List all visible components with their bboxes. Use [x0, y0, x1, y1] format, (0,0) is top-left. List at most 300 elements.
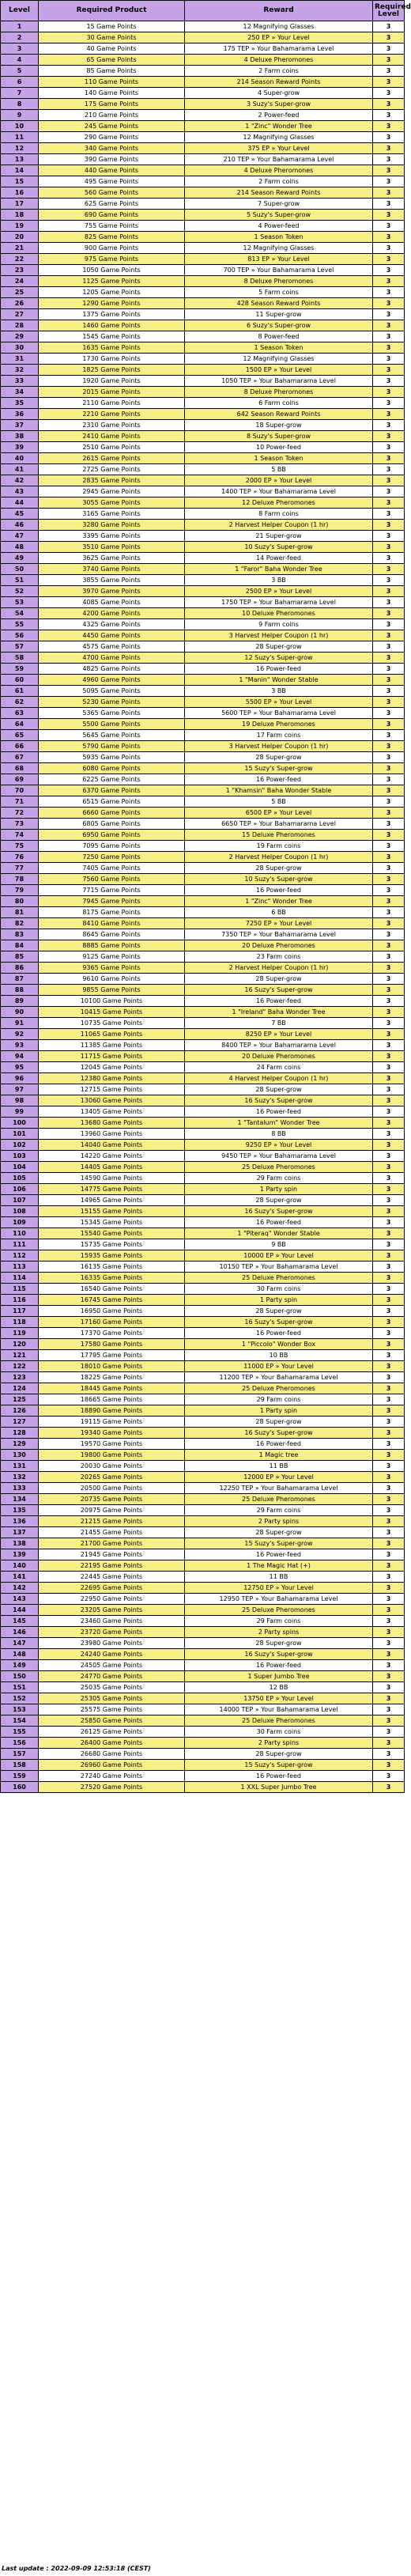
reward-cell: 2 Party spins — [185, 1516, 373, 1527]
level-cell: 105 — [1, 1173, 39, 1184]
level-cell: 7 — [1, 88, 39, 99]
required-level-cell: 3 — [373, 653, 405, 664]
level-cell: 40 — [1, 453, 39, 464]
required-product-cell: 18890 Game Points — [39, 1405, 185, 1417]
table-row — [1, 1649, 405, 1660]
required-level-cell: 3 — [373, 874, 405, 885]
table-row — [1, 1715, 405, 1727]
table-row — [1, 420, 405, 431]
required-product-cell: 2310 Game Points — [39, 420, 185, 431]
table-row — [1, 1749, 405, 1760]
reward-cell: 16 Power-feed — [185, 1771, 373, 1782]
reward-cell: 16 Suzy's Super-grow — [185, 1317, 373, 1328]
required-level-cell: 3 — [373, 1140, 405, 1151]
required-level-cell: 3 — [373, 1417, 405, 1428]
level-cell: 102 — [1, 1140, 39, 1151]
reward-cell: 28 Super-grow — [185, 1638, 373, 1649]
required-product-cell: 18010 Game Points — [39, 1361, 185, 1372]
table-row — [1, 763, 405, 774]
required-product-cell: 9125 Game Points — [39, 951, 185, 963]
level-cell: 15 — [1, 176, 39, 187]
required-level-cell: 3 — [373, 320, 405, 331]
level-cell: 116 — [1, 1295, 39, 1306]
required-level-cell: 3 — [373, 132, 405, 143]
table-row — [1, 1084, 405, 1095]
level-cell: 157 — [1, 1749, 39, 1760]
level-cell: 56 — [1, 630, 39, 641]
table-row — [1, 1195, 405, 1206]
required-product-cell: 2110 Game Points — [39, 398, 185, 409]
level-cell: 120 — [1, 1339, 39, 1350]
level-cell: 97 — [1, 1084, 39, 1095]
level-cell: 39 — [1, 442, 39, 453]
level-cell: 158 — [1, 1760, 39, 1771]
table-row — [1, 44, 405, 55]
table-row — [1, 1140, 405, 1151]
required-level-cell: 3 — [373, 1361, 405, 1372]
required-product-cell: 290 Game Points — [39, 132, 185, 143]
required-level-cell: 3 — [373, 675, 405, 686]
table-row — [1, 165, 405, 176]
required-product-cell: 110 Game Points — [39, 77, 185, 88]
required-product-cell: 13960 Game Points — [39, 1129, 185, 1140]
level-cell: 51 — [1, 575, 39, 586]
level-cell: 63 — [1, 708, 39, 719]
reward-cell: 1 Party spin — [185, 1405, 373, 1417]
required-product-cell: 6515 Game Points — [39, 796, 185, 808]
table-row — [1, 1217, 405, 1228]
required-level-cell: 3 — [373, 1339, 405, 1350]
table-row — [1, 1262, 405, 1273]
level-cell: 73 — [1, 819, 39, 830]
required-level-cell: 3 — [373, 265, 405, 276]
level-cell: 48 — [1, 542, 39, 553]
table-row — [1, 1450, 405, 1461]
reward-cell: 15 Suzy's Super-grow — [185, 1538, 373, 1549]
table-row — [1, 1782, 405, 1793]
required-product-cell: 3055 Game Points — [39, 497, 185, 509]
required-product-cell: 14220 Game Points — [39, 1151, 185, 1162]
reward-cell: 2 Power-feed — [185, 110, 373, 121]
required-level-cell: 3 — [373, 176, 405, 187]
level-cell: 80 — [1, 896, 39, 907]
required-product-cell: 14040 Game Points — [39, 1140, 185, 1151]
required-product-cell: 16950 Game Points — [39, 1306, 185, 1317]
required-level-cell: 3 — [373, 1262, 405, 1273]
table-row — [1, 1638, 405, 1649]
required-level-cell: 3 — [373, 99, 405, 110]
required-product-cell: 8410 Game Points — [39, 918, 185, 929]
level-cell: 22 — [1, 254, 39, 265]
header-reward: Reward — [185, 1, 373, 21]
required-product-cell: 4450 Game Points — [39, 630, 185, 641]
table-row — [1, 1007, 405, 1018]
required-level-cell: 3 — [373, 1129, 405, 1140]
table-row — [1, 110, 405, 121]
level-cell: 127 — [1, 1417, 39, 1428]
required-level-cell: 3 — [373, 475, 405, 486]
level-cell: 94 — [1, 1051, 39, 1062]
required-level-cell: 3 — [373, 1472, 405, 1483]
table-row — [1, 985, 405, 996]
level-cell: 79 — [1, 885, 39, 896]
required-product-cell: 20735 Game Points — [39, 1494, 185, 1505]
required-product-cell: 27240 Game Points — [39, 1771, 185, 1782]
required-product-cell: 140 Game Points — [39, 88, 185, 99]
level-cell: 142 — [1, 1583, 39, 1594]
table-row — [1, 1206, 405, 1217]
required-product-cell: 390 Game Points — [39, 154, 185, 165]
table-row — [1, 1505, 405, 1516]
required-product-cell: 4575 Game Points — [39, 641, 185, 653]
required-product-cell: 18665 Game Points — [39, 1394, 185, 1405]
required-level-cell: 3 — [373, 819, 405, 830]
required-product-cell: 5095 Game Points — [39, 686, 185, 697]
reward-cell: 16 Suzy's Super-grow — [185, 1095, 373, 1106]
reward-cell: 210 TEP » Your Bahamarama Level — [185, 154, 373, 165]
table-row — [1, 1106, 405, 1118]
reward-cell: 9 Farm coins — [185, 619, 373, 630]
required-product-cell: 12045 Game Points — [39, 1062, 185, 1073]
reward-cell: 12 BB — [185, 1682, 373, 1693]
table-header-row — [1, 1, 405, 21]
level-cell: 64 — [1, 719, 39, 730]
required-product-cell: 21945 Game Points — [39, 1549, 185, 1560]
required-product-cell: 1050 Game Points — [39, 265, 185, 276]
required-product-cell: 10100 Game Points — [39, 996, 185, 1007]
level-cell: 68 — [1, 763, 39, 774]
required-level-cell: 3 — [373, 165, 405, 176]
table-row — [1, 520, 405, 531]
required-level-cell: 3 — [373, 1560, 405, 1572]
reward-cell: 1 "Zinc" Wonder Tree — [185, 121, 373, 132]
level-cell: 151 — [1, 1682, 39, 1693]
level-cell: 6 — [1, 77, 39, 88]
required-level-cell: 3 — [373, 1660, 405, 1671]
table-row — [1, 1461, 405, 1472]
table-row — [1, 1184, 405, 1195]
reward-cell: 2 Harvest Helper Coupon (1 hr) — [185, 852, 373, 863]
required-level-cell: 3 — [373, 1029, 405, 1040]
table-row — [1, 32, 405, 44]
level-cell: 122 — [1, 1361, 39, 1372]
required-level-cell: 3 — [373, 1682, 405, 1693]
table-row — [1, 1383, 405, 1394]
required-level-cell: 3 — [373, 630, 405, 641]
table-row — [1, 608, 405, 619]
reward-cell: 25 Deluxe Pheromones — [185, 1162, 373, 1173]
required-level-cell: 3 — [373, 985, 405, 996]
required-product-cell: 15345 Game Points — [39, 1217, 185, 1228]
table-row — [1, 1727, 405, 1738]
reward-cell: 5 Farm coins — [185, 287, 373, 298]
reward-cell: 28 Super-grow — [185, 752, 373, 763]
required-product-cell: 1730 Game Points — [39, 354, 185, 365]
table-row — [1, 708, 405, 719]
required-product-cell: 6660 Game Points — [39, 808, 185, 819]
table-row — [1, 564, 405, 575]
table-row — [1, 342, 405, 354]
required-level-cell: 3 — [373, 1062, 405, 1073]
reward-cell: 28 Super-grow — [185, 1417, 373, 1428]
level-cell: 45 — [1, 509, 39, 520]
required-level-cell: 3 — [373, 409, 405, 420]
level-cell: 57 — [1, 641, 39, 653]
required-product-cell: 1825 Game Points — [39, 365, 185, 376]
table-row — [1, 199, 405, 210]
table-row — [1, 464, 405, 475]
level-cell: 118 — [1, 1317, 39, 1328]
required-product-cell: 2015 Game Points — [39, 387, 185, 398]
level-cell: 58 — [1, 653, 39, 664]
table-row — [1, 1671, 405, 1682]
table-row — [1, 531, 405, 542]
reward-cell: 4 Super-grow — [185, 88, 373, 99]
level-cell: 16 — [1, 187, 39, 199]
required-level-cell: 3 — [373, 365, 405, 376]
table-row — [1, 597, 405, 608]
reward-cell: 6650 TEP » Your Bahamarama Level — [185, 819, 373, 830]
reward-cell: 15 Suzy's Super-grow — [185, 1760, 373, 1771]
reward-cell: 28 Super-grow — [185, 863, 373, 874]
table-row — [1, 863, 405, 874]
level-cell: 5 — [1, 66, 39, 77]
required-product-cell: 14965 Game Points — [39, 1195, 185, 1206]
required-product-cell: 7945 Game Points — [39, 896, 185, 907]
header-level: Level — [1, 1, 39, 21]
reward-cell: 6 BB — [185, 907, 373, 918]
reward-cell: 21 Super-grow — [185, 531, 373, 542]
required-level-cell: 3 — [373, 1306, 405, 1317]
required-level-cell: 3 — [373, 331, 405, 342]
level-cell: 1 — [1, 21, 39, 32]
level-cell: 107 — [1, 1195, 39, 1206]
table-row — [1, 376, 405, 387]
reward-cell: 16 Suzy's Super-grow — [185, 985, 373, 996]
reward-cell: 8 Deluxe Pheromones — [185, 276, 373, 287]
level-cell: 132 — [1, 1472, 39, 1483]
table-row — [1, 398, 405, 409]
reward-cell: 10150 TEP » Your Bahamarama Level — [185, 1262, 373, 1273]
required-product-cell: 1460 Game Points — [39, 320, 185, 331]
reward-cell: 11000 EP » Your Level — [185, 1361, 373, 1372]
required-product-cell: 7095 Game Points — [39, 841, 185, 852]
reward-cell: 12750 EP » Your Level — [185, 1583, 373, 1594]
reward-cell: 375 EP » Your Level — [185, 143, 373, 154]
level-cell: 52 — [1, 586, 39, 597]
reward-cell: 16 Power-feed — [185, 1549, 373, 1560]
required-level-cell: 3 — [373, 1693, 405, 1704]
level-cell: 104 — [1, 1162, 39, 1173]
required-level-cell: 3 — [373, 719, 405, 730]
reward-cell: 9 BB — [185, 1239, 373, 1250]
reward-cell: 25 Deluxe Pheromones — [185, 1383, 373, 1394]
reward-cell: 29 Farm coins — [185, 1394, 373, 1405]
reward-cell: 16 Power-feed — [185, 996, 373, 1007]
reward-cell: 16 Suzy's Super-grow — [185, 1428, 373, 1439]
reward-cell: 16 Power-feed — [185, 1217, 373, 1228]
table-row — [1, 1339, 405, 1350]
required-product-cell: 26400 Game Points — [39, 1738, 185, 1749]
table-row — [1, 1538, 405, 1549]
table-row — [1, 1306, 405, 1317]
level-cell: 160 — [1, 1782, 39, 1793]
table-row — [1, 497, 405, 509]
level-cell: 55 — [1, 619, 39, 630]
reward-cell: 25 Deluxe Pheromones — [185, 1494, 373, 1505]
table-row — [1, 1616, 405, 1627]
reward-cell: 1 Season Token — [185, 232, 373, 243]
required-product-cell: 8175 Game Points — [39, 907, 185, 918]
required-product-cell: 23980 Game Points — [39, 1638, 185, 1649]
required-level-cell: 3 — [373, 1527, 405, 1538]
level-cell: 17 — [1, 199, 39, 210]
level-cell: 159 — [1, 1771, 39, 1782]
required-product-cell: 11065 Game Points — [39, 1029, 185, 1040]
required-level-cell: 3 — [373, 1250, 405, 1262]
table-row — [1, 442, 405, 453]
required-product-cell: 2615 Game Points — [39, 453, 185, 464]
reward-cell: 4 Harvest Helper Coupon (1 hr) — [185, 1073, 373, 1084]
reward-cell: 5600 TEP » Your Bahamarama Level — [185, 708, 373, 719]
reward-cell: 9250 EP » Your Level — [185, 1140, 373, 1151]
required-product-cell: 26680 Game Points — [39, 1749, 185, 1760]
reward-cell: 6500 EP » Your Level — [185, 808, 373, 819]
table-row — [1, 232, 405, 243]
level-cell: 47 — [1, 531, 39, 542]
table-row — [1, 309, 405, 320]
level-cell: 20 — [1, 232, 39, 243]
required-product-cell: 12380 Game Points — [39, 1073, 185, 1084]
table-row — [1, 686, 405, 697]
reward-cell: 16 Power-feed — [185, 885, 373, 896]
required-level-cell: 3 — [373, 830, 405, 841]
reward-cell: 28 Super-grow — [185, 1084, 373, 1095]
table-row — [1, 852, 405, 863]
level-cell: 77 — [1, 863, 39, 874]
table-row — [1, 254, 405, 265]
level-cell: 9 — [1, 110, 39, 121]
table-row — [1, 819, 405, 830]
reward-cell: 1400 TEP » Your Bahamarama Level — [185, 486, 373, 497]
required-product-cell: 19570 Game Points — [39, 1439, 185, 1450]
table-row — [1, 1771, 405, 1782]
table-row — [1, 1129, 405, 1140]
required-level-cell: 3 — [373, 1738, 405, 1749]
reward-cell: 10 Power-feed — [185, 442, 373, 453]
reward-cell: 12950 TEP » Your Bahamarama Level — [185, 1594, 373, 1605]
required-product-cell: 15 Game Points — [39, 21, 185, 32]
table-row — [1, 453, 405, 464]
required-level-cell: 3 — [373, 1284, 405, 1295]
last-update-footer: Last update : 2022-09-09 12:53:18 (CEST) — [2, 2565, 151, 2572]
reward-cell: 175 TEP » Your Bahamarama Level — [185, 44, 373, 55]
level-cell: 62 — [1, 697, 39, 708]
level-cell: 31 — [1, 354, 39, 365]
table-row — [1, 1062, 405, 1073]
required-level-cell: 3 — [373, 199, 405, 210]
table-row — [1, 1594, 405, 1605]
reward-cell: 16 Power-feed — [185, 774, 373, 785]
required-level-cell: 3 — [373, 442, 405, 453]
required-level-cell: 3 — [373, 597, 405, 608]
level-cell: 115 — [1, 1284, 39, 1295]
required-product-cell: 5500 Game Points — [39, 719, 185, 730]
table-row — [1, 509, 405, 520]
reward-cell: 7 Super-grow — [185, 199, 373, 210]
required-level-cell: 3 — [373, 929, 405, 940]
required-product-cell: 19115 Game Points — [39, 1417, 185, 1428]
reward-cell: 2 Party spins — [185, 1627, 373, 1638]
required-level-cell: 3 — [373, 1394, 405, 1405]
level-cell: 3 — [1, 44, 39, 55]
required-product-cell: 15735 Game Points — [39, 1239, 185, 1250]
reward-cell: 8 Farm coins — [185, 509, 373, 520]
required-product-cell: 65 Game Points — [39, 55, 185, 66]
level-cell: 111 — [1, 1239, 39, 1250]
required-level-cell: 3 — [373, 808, 405, 819]
required-product-cell: 3740 Game Points — [39, 564, 185, 575]
table-row — [1, 387, 405, 398]
table-row — [1, 1583, 405, 1594]
level-cell: 133 — [1, 1483, 39, 1494]
level-cell: 76 — [1, 852, 39, 863]
required-level-cell: 3 — [373, 863, 405, 874]
reward-cell: 1 "Ireland" Baha Wonder Tree — [185, 1007, 373, 1018]
table-row — [1, 431, 405, 442]
required-level-cell: 3 — [373, 1350, 405, 1361]
required-level-cell: 3 — [373, 1428, 405, 1439]
level-cell: 43 — [1, 486, 39, 497]
table-row — [1, 1428, 405, 1439]
required-level-cell: 3 — [373, 32, 405, 44]
reward-cell: 6 Farm coins — [185, 398, 373, 409]
level-cell: 121 — [1, 1350, 39, 1361]
table-row — [1, 486, 405, 497]
required-product-cell: 18445 Game Points — [39, 1383, 185, 1394]
level-cell: 88 — [1, 985, 39, 996]
required-product-cell: 16745 Game Points — [39, 1295, 185, 1306]
required-product-cell: 25035 Game Points — [39, 1682, 185, 1693]
reward-cell: 28 Super-grow — [185, 1527, 373, 1538]
reward-cell: 25 Deluxe Pheromones — [185, 1273, 373, 1284]
table-row — [1, 1394, 405, 1405]
reward-cell: 24 Farm coins — [185, 1062, 373, 1073]
reward-cell: 12 Suzy's Super-grow — [185, 653, 373, 664]
required-level-cell: 3 — [373, 1228, 405, 1239]
table-row — [1, 874, 405, 885]
table-row — [1, 1173, 405, 1184]
reward-cell: 250 EP » Your Level — [185, 32, 373, 44]
table-row — [1, 1018, 405, 1029]
table-row — [1, 1051, 405, 1062]
reward-cell: 12 Deluxe Pheromones — [185, 497, 373, 509]
required-product-cell: 245 Game Points — [39, 121, 185, 132]
reward-cell: 2 Farm coins — [185, 176, 373, 187]
level-cell: 24 — [1, 276, 39, 287]
required-level-cell: 3 — [373, 1715, 405, 1727]
table-row — [1, 1405, 405, 1417]
required-level-cell: 3 — [373, 1505, 405, 1516]
required-product-cell: 16540 Game Points — [39, 1284, 185, 1295]
table-row — [1, 77, 405, 88]
required-level-cell: 3 — [373, 1106, 405, 1118]
table-row — [1, 154, 405, 165]
table-row — [1, 331, 405, 342]
reward-cell: 1 Party spin — [185, 1295, 373, 1306]
level-cell: 145 — [1, 1616, 39, 1627]
table-row — [1, 1040, 405, 1051]
